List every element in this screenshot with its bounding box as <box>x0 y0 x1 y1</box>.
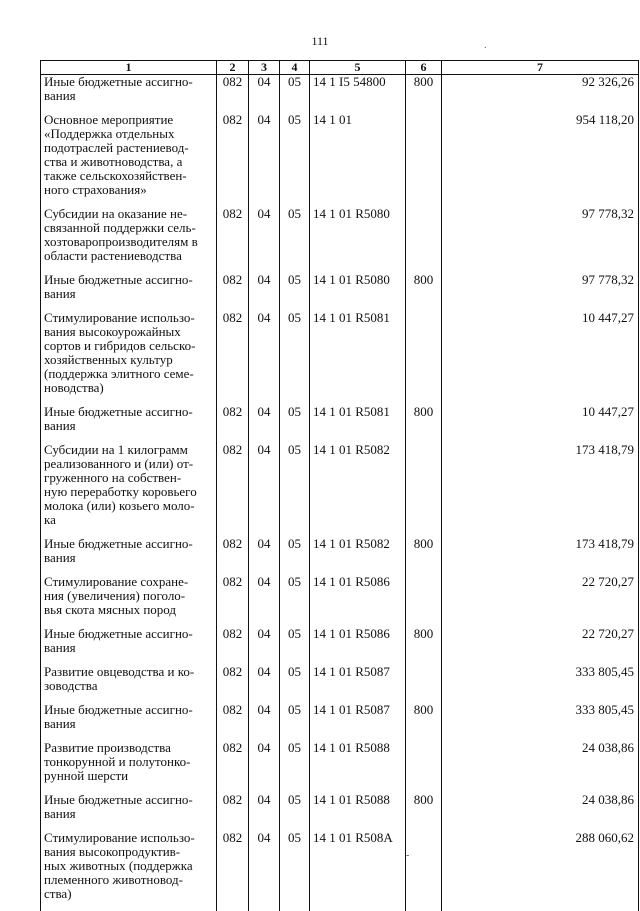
row-name-cell: Иные бюджетные ассигно- вания <box>41 627 217 665</box>
section-cell: 082 <box>217 575 249 627</box>
subsection-cell: 04 <box>249 113 280 207</box>
table-row <box>41 703 639 741</box>
section-cell: 082 <box>217 793 249 831</box>
section-cell: 082 <box>217 831 249 911</box>
section-cell: 082 <box>217 113 249 207</box>
amount-cell: 97 778,32 <box>442 207 639 273</box>
subsection-cell: 04 <box>249 793 280 831</box>
subsection-cell: 05 <box>280 405 310 443</box>
expense-type-cell <box>406 207 442 273</box>
amount-cell: 97 778,32 <box>442 273 639 311</box>
expense-type-cell <box>406 665 442 703</box>
expense-type-cell <box>406 741 442 793</box>
subsection-cell: 04 <box>249 575 280 627</box>
subsection-cell: 04 <box>249 75 280 114</box>
table-row <box>41 537 639 575</box>
target-item-cell: 14 1 01 R5082 <box>310 443 406 537</box>
amount-cell: 22 720,27 <box>442 627 639 665</box>
column-header: 4 <box>280 61 310 75</box>
target-item-cell: 14 1 01 R508A <box>310 831 406 911</box>
subsection-cell: 05 <box>280 75 310 114</box>
expense-type-cell <box>406 831 442 911</box>
section-cell: 082 <box>217 741 249 793</box>
table-row <box>41 113 639 207</box>
scan-speck: . <box>484 40 487 51</box>
amount-cell: 954 118,20 <box>442 113 639 207</box>
row-name-cell: Субсидии на 1 килограмм реализованного и (или) от- груженного на собствен- ную переработку коровьего молока (или) козьего моло- ка <box>41 443 217 537</box>
row-name-cell: Стимулирование использо- вания высокоурожайных сортов и гибридов сельско- хозяйственных культур (поддержка элитного семе- новодства) <box>41 311 217 405</box>
target-item-cell: 14 1 01 R5087 <box>310 665 406 703</box>
expense-type-cell <box>406 311 442 405</box>
amount-cell: 333 805,45 <box>442 665 639 703</box>
subsection-cell: 05 <box>280 273 310 311</box>
amount-cell: 173 418,79 <box>442 537 639 575</box>
target-item-cell: 14 1 01 R5080 <box>310 207 406 273</box>
subsection-cell: 05 <box>280 113 310 207</box>
subsection-cell: 05 <box>280 703 310 741</box>
section-cell: 082 <box>217 665 249 703</box>
row-name-cell: Иные бюджетные ассигно- вания <box>41 793 217 831</box>
table-row <box>41 741 639 793</box>
budget-table <box>40 60 639 911</box>
subsection-cell: 04 <box>249 831 280 911</box>
expense-type-cell: 800 <box>406 537 442 575</box>
column-header: 2 <box>217 61 249 75</box>
target-item-cell: 14 1 01 R5088 <box>310 793 406 831</box>
row-name-cell: Развитие овцеводства и ко- зоводства <box>41 665 217 703</box>
table-row <box>41 311 639 405</box>
row-name-cell: Иные бюджетные ассигно- вания <box>41 703 217 741</box>
amount-cell: 22 720,27 <box>442 575 639 627</box>
subsection-cell: 05 <box>280 207 310 273</box>
row-name-cell: Иные бюджетные ассигно- вания <box>41 537 217 575</box>
subsection-cell: 04 <box>249 703 280 741</box>
row-name-cell: Стимулирование сохране- ния (увеличения) поголо- вья скота мясных пород <box>41 575 217 627</box>
subsection-cell: 04 <box>249 405 280 443</box>
expense-type-cell <box>406 575 442 627</box>
section-cell: 082 <box>217 405 249 443</box>
row-name-cell: Основное мероприятие «Поддержка отдельных подотраслей растениевод- ства и животноводства, а также сельскохозяйствен- ного страхования» <box>41 113 217 207</box>
table-row <box>41 443 639 537</box>
table-row <box>41 207 639 273</box>
table-row <box>41 627 639 665</box>
section-cell: 082 <box>217 311 249 405</box>
row-name-cell: Стимулирование использо- вания высокопродуктив- ных животных (поддержка племенного животновод- ства) <box>41 831 217 911</box>
subsection-cell: 04 <box>249 273 280 311</box>
target-item-cell: 14 1 01 R5082 <box>310 537 406 575</box>
amount-cell: 173 418,79 <box>442 443 639 537</box>
amount-cell: 10 447,27 <box>442 405 639 443</box>
table-row <box>41 405 639 443</box>
subsection-cell: 04 <box>249 537 280 575</box>
section-cell: 082 <box>217 75 249 114</box>
subsection-cell: 05 <box>280 665 310 703</box>
table-row <box>41 793 639 831</box>
section-cell: 082 <box>217 537 249 575</box>
expense-type-cell: 800 <box>406 793 442 831</box>
row-name-cell: Иные бюджетные ассигно- вания <box>41 273 217 311</box>
subsection-cell: 04 <box>249 741 280 793</box>
table-row <box>41 831 639 911</box>
amount-cell: 288 060,62 <box>442 831 639 911</box>
section-cell: 082 <box>217 443 249 537</box>
target-item-cell: 14 1 01 R5086 <box>310 627 406 665</box>
target-item-cell: 14 1 01 R5086 <box>310 575 406 627</box>
subsection-cell: 05 <box>280 793 310 831</box>
column-header: 3 <box>249 61 280 75</box>
table-row <box>41 665 639 703</box>
target-item-cell: 14 1 01 R5080 <box>310 273 406 311</box>
page-number: 111 <box>311 34 329 48</box>
subsection-cell: 04 <box>249 665 280 703</box>
subsection-cell: 05 <box>280 627 310 665</box>
amount-cell: 24 038,86 <box>442 741 639 793</box>
target-item-cell: 14 1 01 R5088 <box>310 741 406 793</box>
subsection-cell: 04 <box>249 311 280 405</box>
subsection-cell: 04 <box>249 207 280 273</box>
expense-type-cell: 800 <box>406 627 442 665</box>
row-name-cell: Иные бюджетные ассигно- вания <box>41 405 217 443</box>
subsection-cell: 05 <box>280 537 310 575</box>
subsection-cell: 05 <box>280 575 310 627</box>
target-item-cell: 14 1 01 R5087 <box>310 703 406 741</box>
subsection-cell: 05 <box>280 311 310 405</box>
subsection-cell: 04 <box>249 443 280 537</box>
expense-type-cell: 800 <box>406 75 442 114</box>
expense-type-cell <box>406 443 442 537</box>
target-item-cell: 14 1 I5 54800 <box>310 75 406 114</box>
amount-cell: 92 326,26 <box>442 75 639 114</box>
subsection-cell: 05 <box>280 741 310 793</box>
section-cell: 082 <box>217 207 249 273</box>
column-header: 7 <box>442 61 639 75</box>
column-header: 1 <box>41 61 217 75</box>
expense-type-cell <box>406 113 442 207</box>
section-cell: 082 <box>217 703 249 741</box>
expense-type-cell: 800 <box>406 703 442 741</box>
amount-cell: 10 447,27 <box>442 311 639 405</box>
section-cell: 082 <box>217 627 249 665</box>
subsection-cell: 05 <box>280 443 310 537</box>
amount-cell: 333 805,45 <box>442 703 639 741</box>
scan-speck: - <box>406 850 410 861</box>
amount-cell: 24 038,86 <box>442 793 639 831</box>
row-name-cell: Субсидии на оказание не- связанной поддержки сель- хозтоваропроизводителям в области растениеводства <box>41 207 217 273</box>
subsection-cell: 05 <box>280 831 310 911</box>
table-row <box>41 273 639 311</box>
target-item-cell: 14 1 01 R5081 <box>310 405 406 443</box>
expense-type-cell: 800 <box>406 273 442 311</box>
column-header: 5 <box>310 61 406 75</box>
row-name-cell: Развитие производства тонкорунной и полутонко- рунной шерсти <box>41 741 217 793</box>
target-item-cell: 14 1 01 R5081 <box>310 311 406 405</box>
expense-type-cell: 800 <box>406 405 442 443</box>
table-row <box>41 75 639 114</box>
header-row <box>41 61 639 75</box>
section-cell: 082 <box>217 273 249 311</box>
target-item-cell: 14 1 01 <box>310 113 406 207</box>
row-name-cell: Иные бюджетные ассигно- вания <box>41 75 217 114</box>
table-row <box>41 575 639 627</box>
column-header: 6 <box>406 61 442 75</box>
subsection-cell: 04 <box>249 627 280 665</box>
